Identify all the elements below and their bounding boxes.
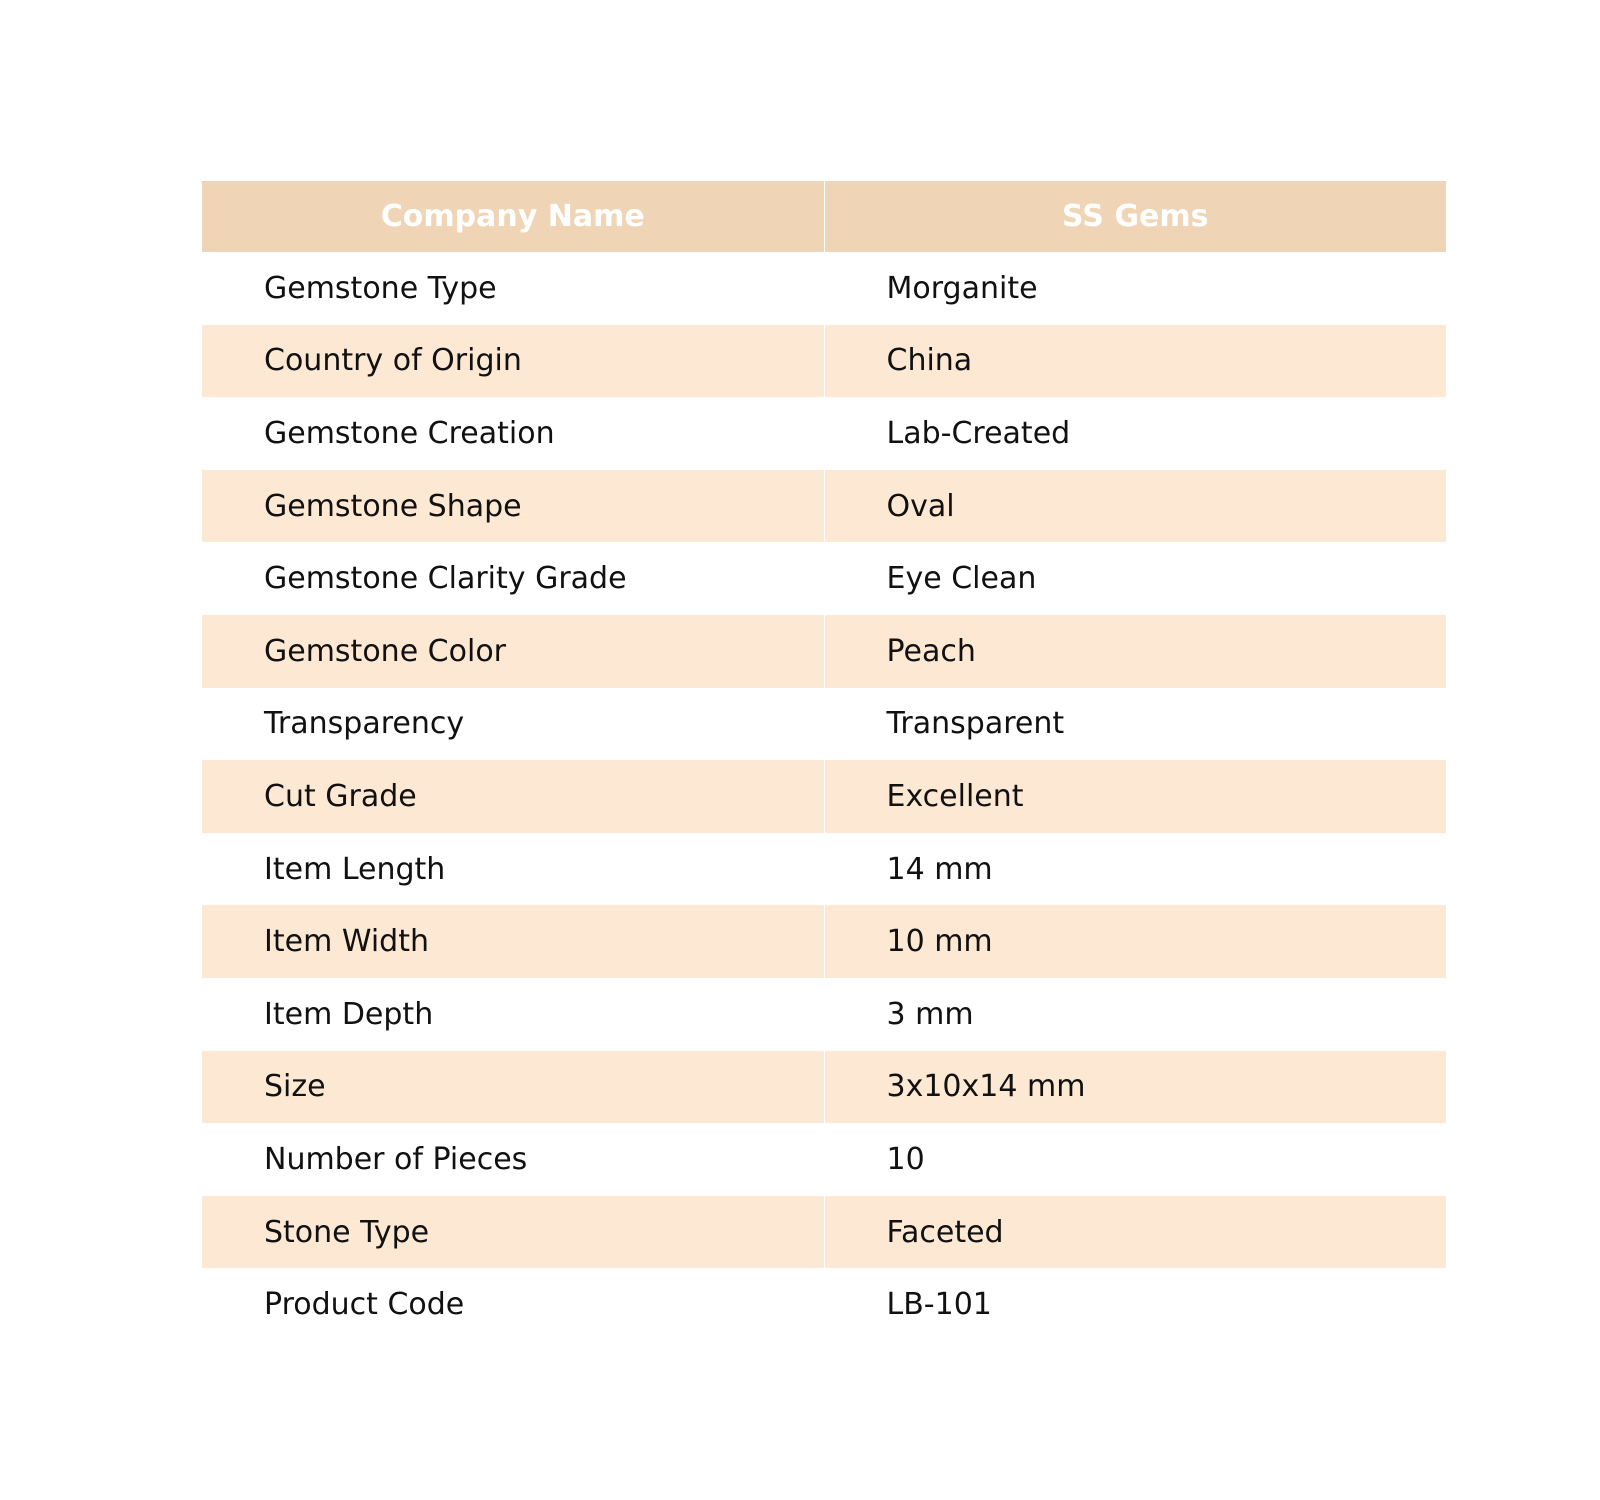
- attribute-label: Gemstone Color: [202, 615, 824, 688]
- table-row: [202, 397, 1446, 470]
- attribute-label: Number of Pieces: [202, 1123, 824, 1196]
- table-row: [202, 688, 1446, 761]
- product-spec-table: [202, 181, 1446, 1341]
- attribute-value: Excellent: [824, 760, 1446, 833]
- attribute-value: 3x10x14 mm: [824, 1051, 1446, 1124]
- table-body: [202, 252, 1446, 1341]
- attribute-label: Cut Grade: [202, 760, 824, 833]
- attribute-value: Lab-Created: [824, 397, 1446, 470]
- table-row: [202, 470, 1446, 543]
- attribute-value: 14 mm: [824, 833, 1446, 906]
- attribute-value: Transparent: [824, 688, 1446, 761]
- attribute-value: 10 mm: [824, 905, 1446, 978]
- attribute-value: 3 mm: [824, 978, 1446, 1051]
- table-row: [202, 542, 1446, 615]
- attribute-label: Product Code: [202, 1268, 824, 1341]
- attribute-label: Item Depth: [202, 978, 824, 1051]
- attribute-label: Item Length: [202, 833, 824, 906]
- attribute-value: 10: [824, 1123, 1446, 1196]
- table-header-row: [202, 181, 1446, 252]
- attribute-value: Morganite: [824, 252, 1446, 325]
- table-row: [202, 978, 1446, 1051]
- attribute-value: Peach: [824, 615, 1446, 688]
- table-row: [202, 615, 1446, 688]
- table-row: [202, 325, 1446, 398]
- attribute-label: Item Width: [202, 905, 824, 978]
- attribute-value: LB-101: [824, 1268, 1446, 1341]
- attribute-label: Transparency: [202, 688, 824, 761]
- table-row: [202, 833, 1446, 906]
- attribute-value: Faceted: [824, 1196, 1446, 1269]
- attribute-label: Gemstone Clarity Grade: [202, 542, 824, 615]
- table-row: [202, 1196, 1446, 1269]
- table-row: [202, 1051, 1446, 1124]
- table-row: [202, 1123, 1446, 1196]
- attribute-label: Gemstone Shape: [202, 470, 824, 543]
- attribute-label: Gemstone Type: [202, 252, 824, 325]
- attribute-value: Eye Clean: [824, 542, 1446, 615]
- header-company-value: SS Gems: [824, 181, 1446, 252]
- table-row: [202, 252, 1446, 325]
- attribute-value: China: [824, 325, 1446, 398]
- attribute-label: Gemstone Creation: [202, 397, 824, 470]
- attribute-label: Size: [202, 1051, 824, 1124]
- attribute-label: Country of Origin: [202, 325, 824, 398]
- table-row: [202, 1268, 1446, 1341]
- table-row: [202, 760, 1446, 833]
- table-row: [202, 905, 1446, 978]
- header-company-name: Company Name: [202, 181, 824, 252]
- attribute-label: Stone Type: [202, 1196, 824, 1269]
- attribute-value: Oval: [824, 470, 1446, 543]
